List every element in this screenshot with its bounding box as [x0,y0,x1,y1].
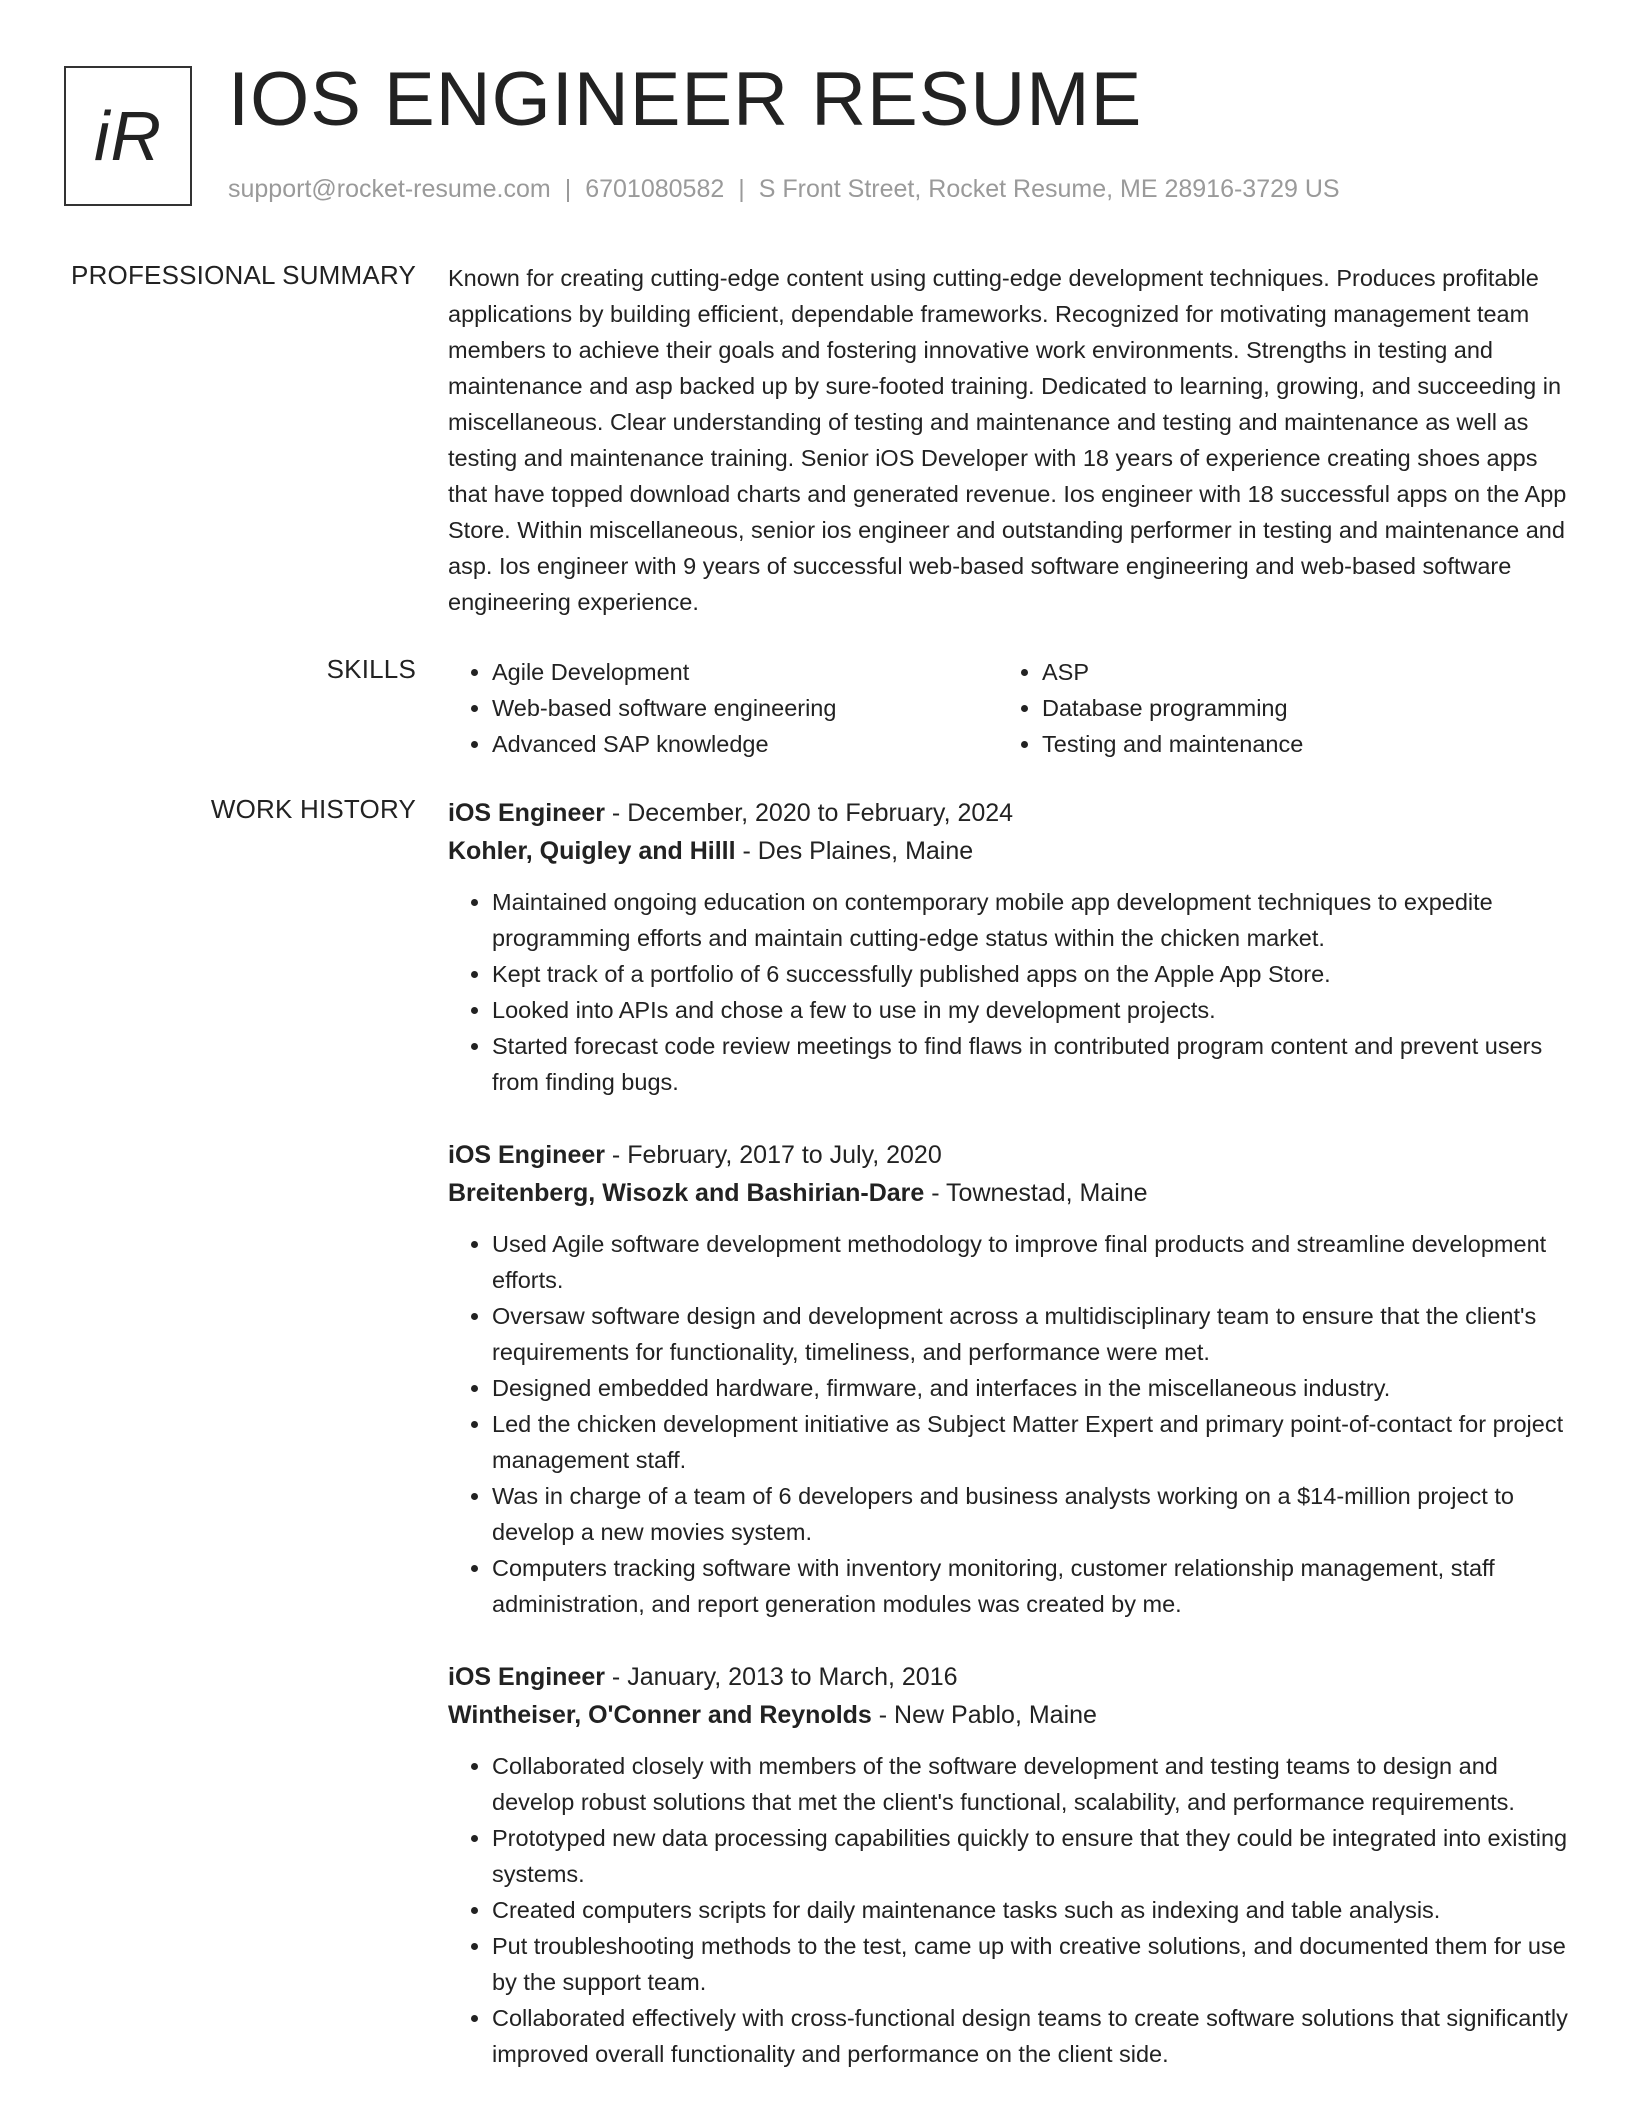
job-title: iOS Engineer [448,1141,605,1169]
job-dates: - February, 2017 to July, 2020 [604,1141,942,1169]
contact-line [228,175,1340,204]
work-history-body [448,794,1568,2108]
job-heading [448,1136,1568,1174]
skills-grid [448,654,1568,762]
skill-item: • Agile Development [492,654,998,690]
job-bullet: • Prototyped new data processing capabilities quickly to ensure that they could be integrated into existing systems. [492,1820,1568,1892]
job-bullet: • Oversaw software design and development across a multidisciplinary team to ensure that the client's requirements for functionality, timeliness, and performance were met. [492,1298,1568,1370]
job-bullet: • Kept track of a portfolio of 6 successfully published apps on the Apple App Store. [492,956,1568,992]
job-dates: - January, 2013 to March, 2016 [604,1663,958,1691]
job-bullets [448,884,1568,1100]
job-employer [448,1174,1568,1212]
job-employer [448,1696,1568,1734]
job-location: - Townestad, Maine [924,1179,1148,1207]
job-location: - Des Plaines, Maine [735,837,974,865]
summary-text: Known for creating cutting-edge content using cutting-edge development techniques. Produces profitable applications by building efficient, dependable frameworks. Recognized for motivating management team members to achieve their goals and fostering innovative work environments. Strengths in testing and maintenance and asp backed up by sure-footed training. Dedicated to learning, growing, and succeeding in miscellaneous. Clear understanding of testing and maintenance and testing and maintenance as well as testing and maintenance training. Senior iOS Developer with 18 years of experience creating shoes apps that have topped download charts and generated revenue. Ios engineer with 18 successful apps on the App Store. Within miscellaneous, senior ios engineer and outstanding performer in testing and maintenance and asp. Ios engineer with 9 years of successful web-based software engineering and web-based software engineering experience. [448,265,1567,615]
job-bullets [448,1226,1568,1622]
skill-item: • Web-based software engineering [492,690,998,726]
job-location: - New Pablo, Maine [871,1701,1097,1729]
skill-item: • Testing and maintenance [1042,726,1548,762]
job-bullet: • Maintained ongoing education on contemporary mobile app development techniques to expedite programming efforts and maintain cutting-edge status within the chicken market. [492,884,1568,956]
job-company: Breitenberg, Wisozk and Bashirian-Dare [448,1179,925,1207]
contact-address: S Front Street, Rocket Resume, ME 28916-3729 US [758,175,1340,203]
job-bullet: • Started forecast code review meetings to find flaws in contributed program content and prevent users from finding bugs. [492,1028,1568,1100]
contact-phone[interactable]: 6701080582 [585,175,725,203]
skill-item: • Database programming [1042,690,1548,726]
job-bullet: • Led the chicken development initiative as Subject Matter Expert and primary point-of-contact for project management staff. [492,1406,1568,1478]
contact-email[interactable]: support@rocket-resume.com [228,175,551,203]
section-heading: SKILLS [326,654,416,684]
skill-item: • ASP [1042,654,1548,690]
job-heading [448,794,1568,832]
job-heading [448,1658,1568,1696]
job-bullet: • Created computers scripts for daily maintenance tasks such as indexing and table analysis. [492,1892,1568,1928]
job-bullet: • Put troubleshooting methods to the test, came up with creative solutions, and documented them for use by the support team. [492,1928,1568,2000]
job-bullet: • Looked into APIs and chose a few to use in my development projects. [492,992,1568,1028]
job-bullet: • Collaborated closely with members of the software development and testing teams to design and develop robust solutions that met the client's functional, scalability, and performance requirements. [492,1748,1568,1820]
job-dates: - December, 2020 to February, 2024 [604,799,1014,827]
job-title: iOS Engineer [448,799,605,827]
skills-list-left [448,654,998,762]
job-company: Wintheiser, O'Conner and Reynolds [448,1701,872,1729]
logo-text: iR [93,97,163,175]
job-bullet: • Computers tracking software with inventory monitoring, customer relationship management, staff administration, and report generation modules was created by me. [492,1550,1568,1622]
logo [64,66,192,206]
job-bullet: • Designed embedded hardware, firmware, and interfaces in the miscellaneous industry. [492,1370,1568,1406]
job-employer [448,832,1568,870]
section-heading: PROFESSIONAL SUMMARY [71,260,416,290]
job-bullet: • Was in charge of a team of 6 developers and business analysts working on a $14-million project to develop a new movies system. [492,1478,1568,1550]
job-bullet: • Collaborated effectively with cross-functional design teams to create software solutions that significantly improved overall functionality and performance on the client side. [492,2000,1568,2072]
job-entry [448,1658,1568,2072]
job-bullet: • Used Agile software development methodology to improve final products and streamline development efforts. [492,1226,1568,1298]
job-company: Kohler, Quigley and Hilll [448,837,736,865]
contact-separator: | [738,175,745,203]
skills-body [448,654,1568,762]
job-entry [448,794,1568,1100]
resume-title: IOS ENGINEER RESUME [228,57,1143,142]
section-heading: WORK HISTORY [210,794,416,824]
contact-separator: | [564,175,572,203]
job-bullets [448,1748,1568,2072]
skills-list-right [998,654,1548,762]
job-entry [448,1136,1568,1622]
skill-item: • Advanced SAP knowledge [492,726,998,762]
job-title: iOS Engineer [448,1663,605,1691]
